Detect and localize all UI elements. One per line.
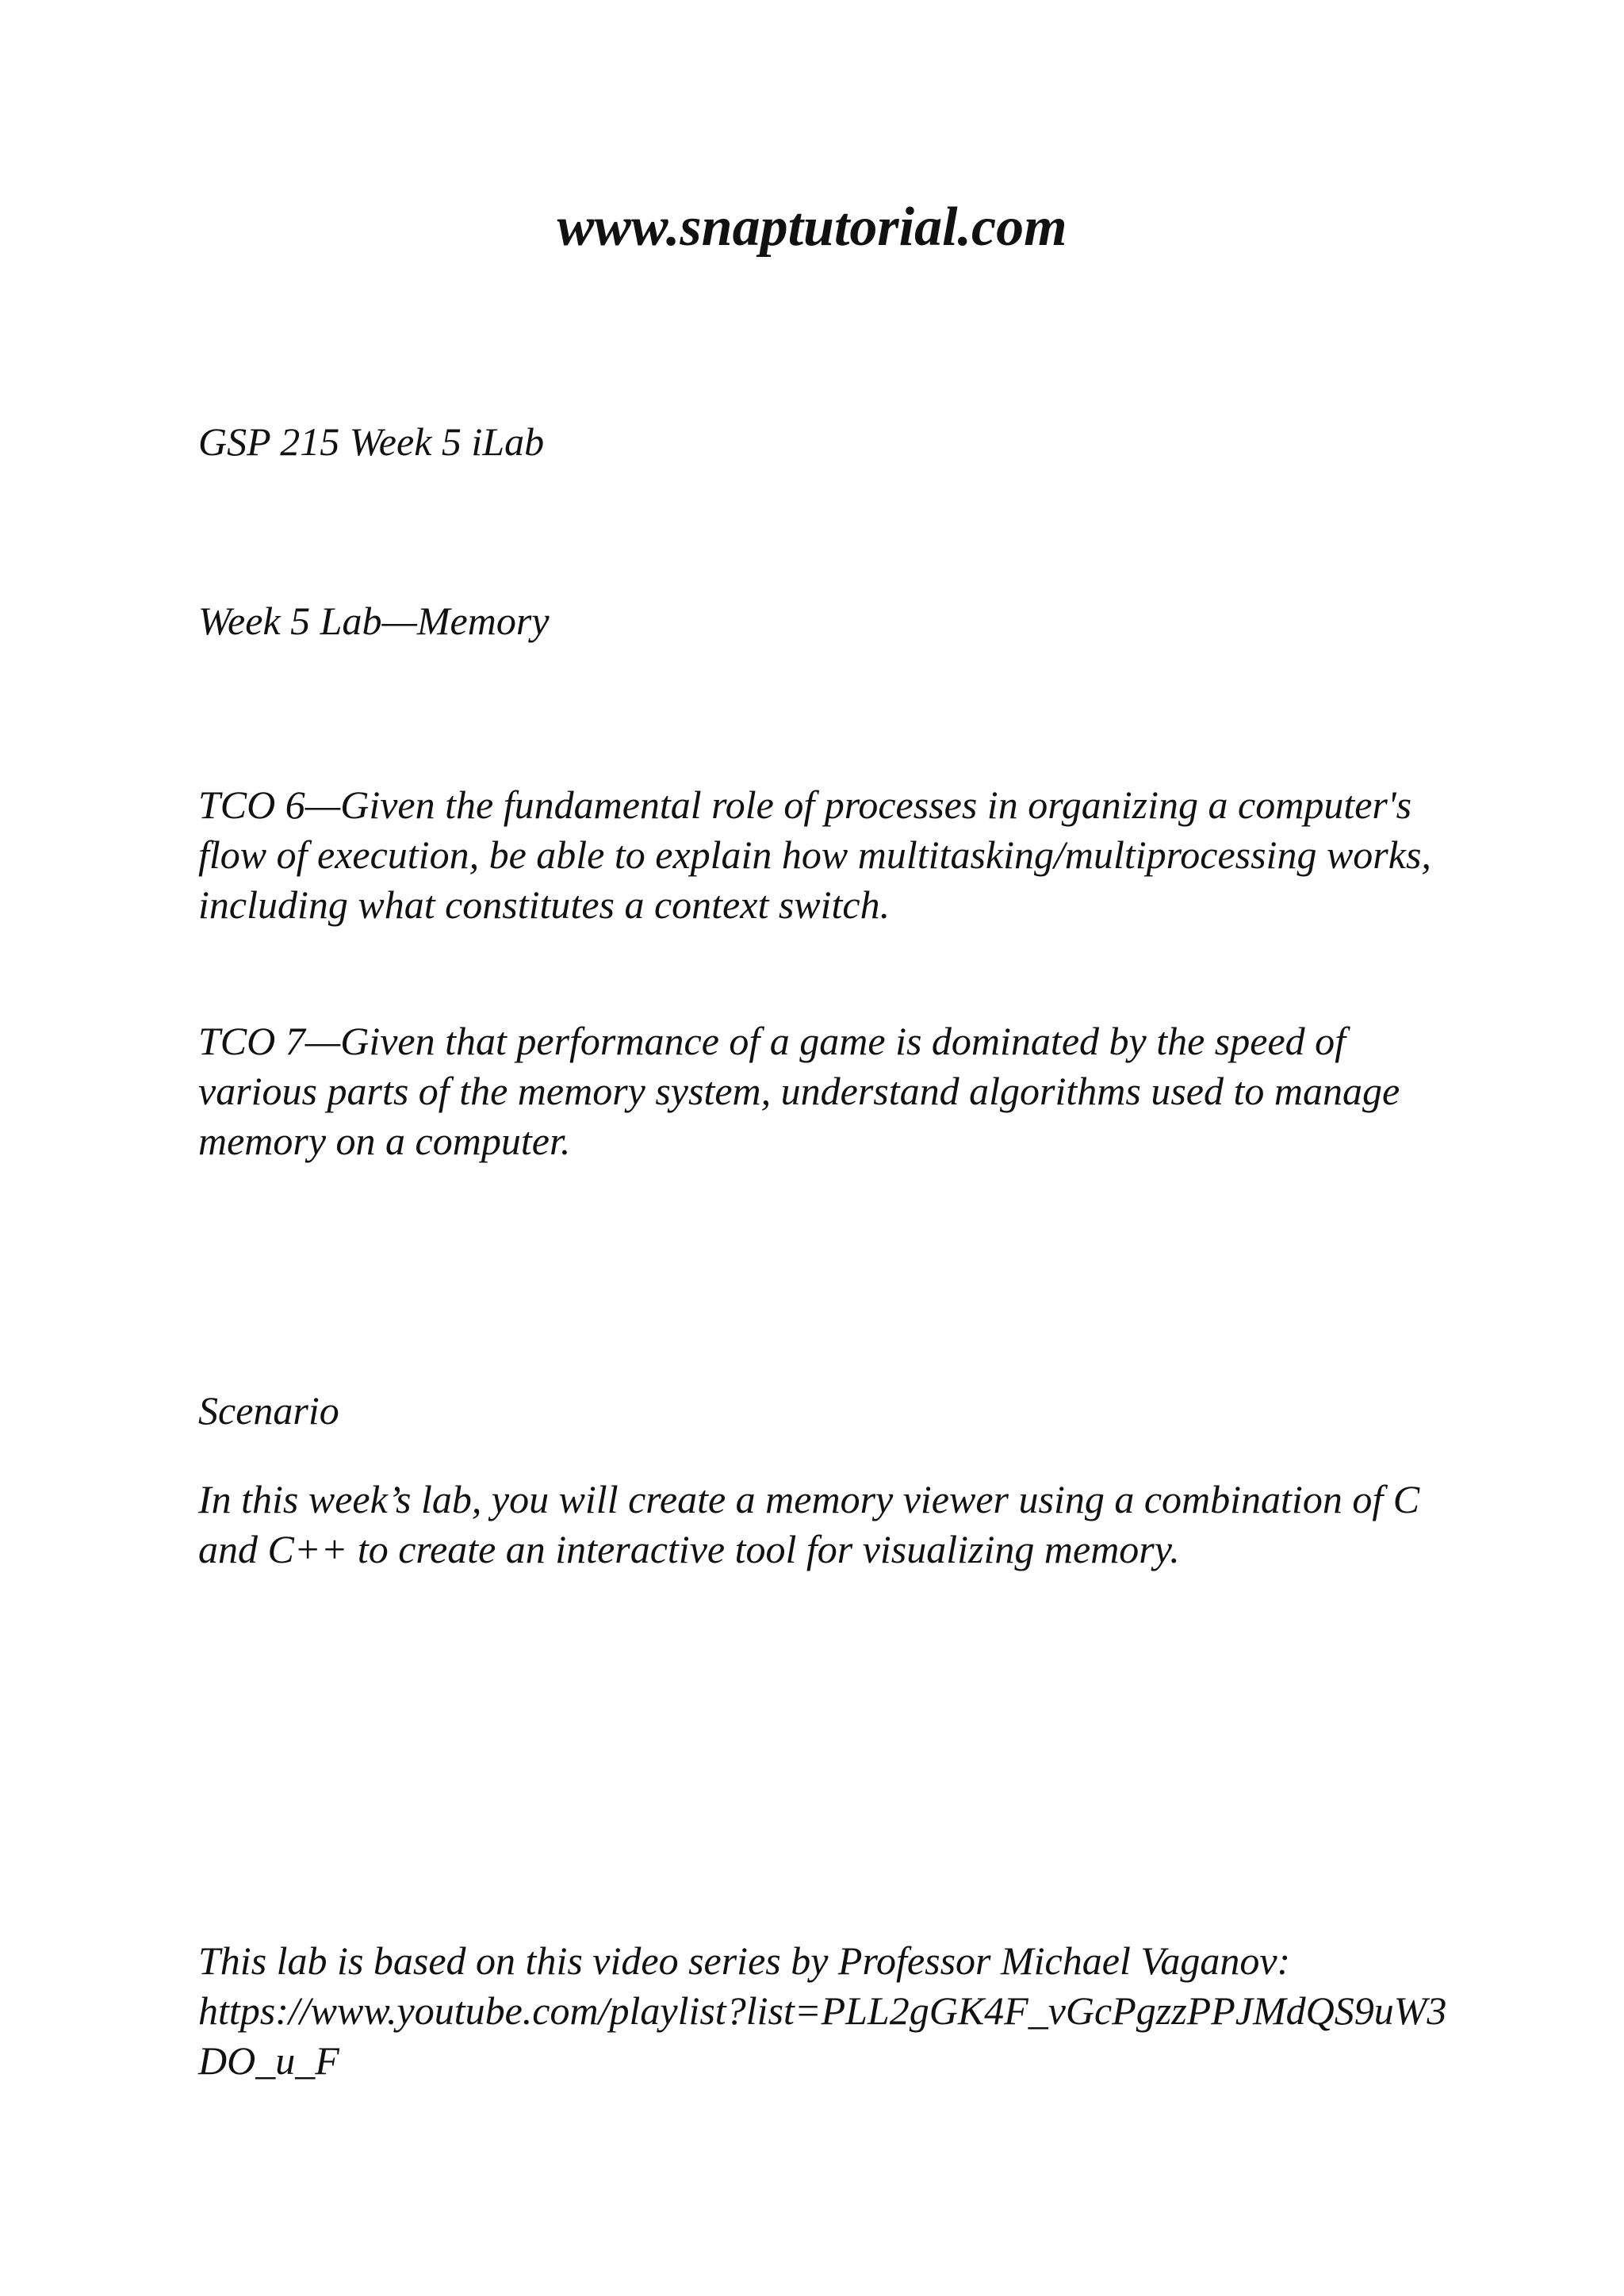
lab-title: Week 5 Lab—Memory xyxy=(198,599,550,643)
tco7-paragraph: TCO 7—Given that performance of a game is dominated by the speed of various parts of the memory system, understand algorithms used to manage memory on a computer. xyxy=(198,1019,1400,1163)
scenario-heading: Scenario xyxy=(198,1388,339,1433)
playlist-link[interactable]: https://www.youtube.com/playlist?list=PLL2gGK4F_vGcPgzzPPJMdQS9uW3DO_u_F xyxy=(198,1988,1447,2083)
site-title: www.snaptutorial.com xyxy=(557,197,1067,258)
video-series-note xyxy=(198,1936,1451,2086)
video-series-intro: This lab is based on this video series by Professor Michael Vaganov: xyxy=(198,1938,1291,1983)
tco6-paragraph: TCO 6—Given the fundamental role of processes in organizing a computer's flow of execution, be able to explain how multitasking/multiprocessing works, including what constitutes a context switch. xyxy=(198,783,1431,927)
course-title: GSP 215 Week 5 iLab xyxy=(198,419,545,464)
scenario-paragraph: In this week’s lab, you will create a memory viewer using a combination of C and C++ to create an interactive tool for visualizing memory. xyxy=(198,1477,1420,1571)
